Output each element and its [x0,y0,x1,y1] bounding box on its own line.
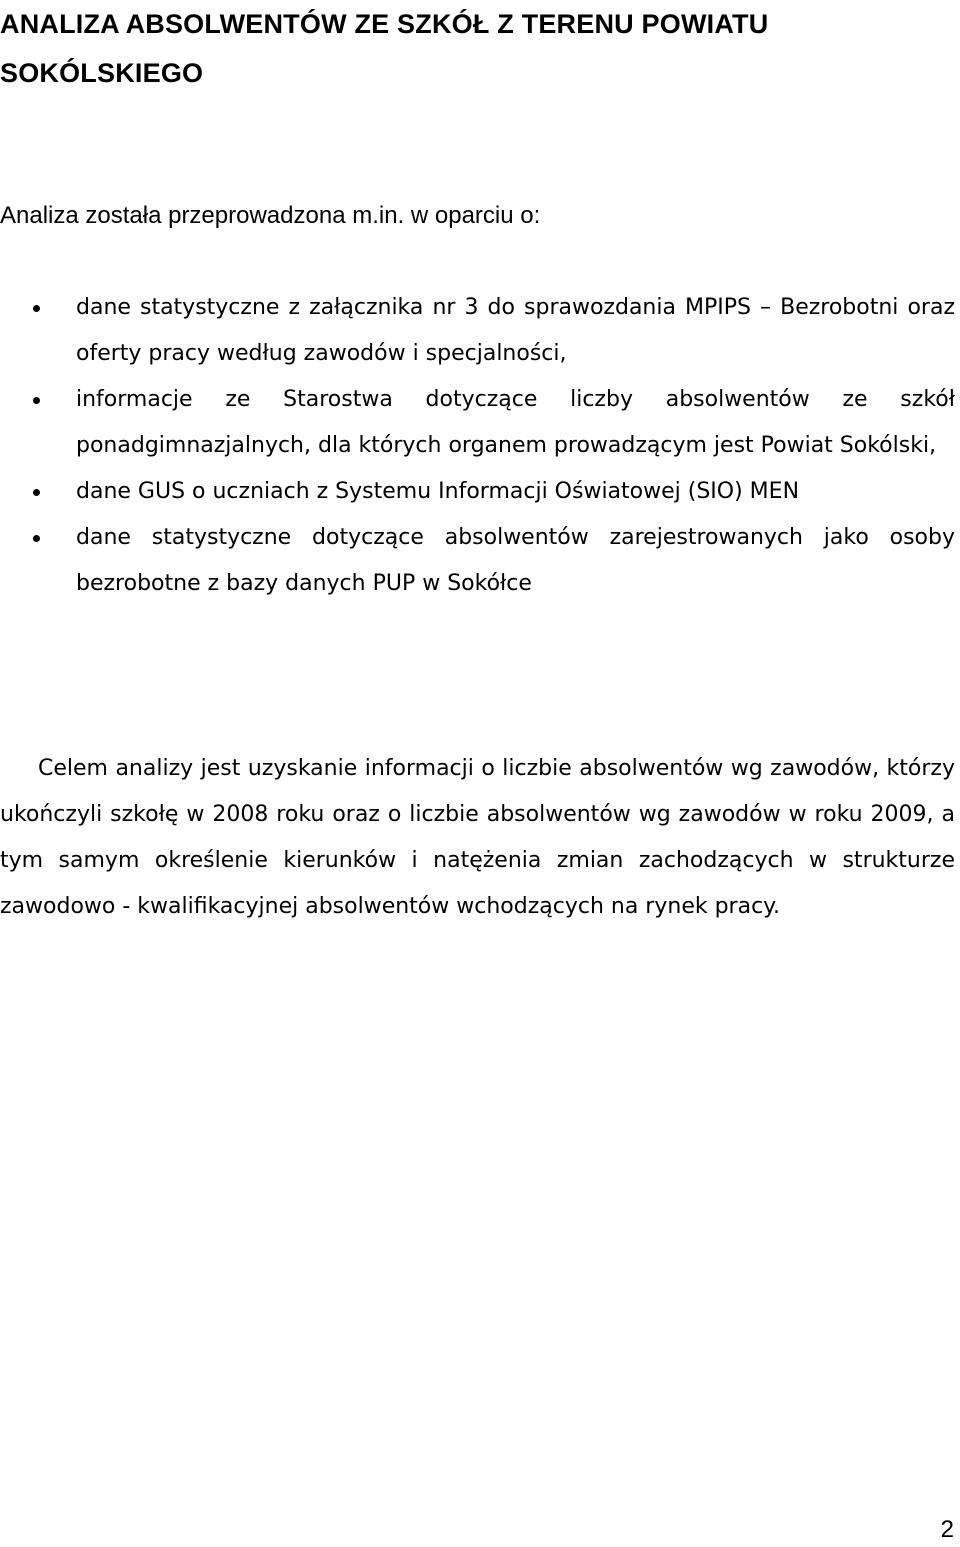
page-number: 2 [940,1516,954,1543]
list-item [0,515,955,607]
bullet-icon [33,489,40,496]
list-item [0,377,955,469]
list-item-text: dane GUS o uczniach z Systemu Informacji Oświatowej (SIO) MEN [76,479,800,504]
goal-paragraph: Celem analizy jest uzyskanie informacji o liczbie absolwentów wg zawodów, którzy ukończyli szkołę w 2008 roku oraz o liczbie absolwentów wg zawodów w roku 2009, a tym samym określenie kierunków i natężenia zmian zachodzących w strukturze zawodowo - kwalifikacyjnej absolwentów wchodzących na rynek pracy. [0,756,955,919]
list-item-text: dane statystyczne z załącznika nr 3 do sprawozdania MPIPS – Bezrobotni oraz oferty pracy według zawodów i specjalności, [76,295,955,366]
list-item-text: dane statystyczne dotyczące absolwentów zarejestrowanych jako osoby bezrobotne z bazy danych PUP w Sokółce [76,525,955,596]
list-item [0,469,955,515]
list-item [0,285,955,377]
intro-paragraph: Analiza została przeprowadzona m.in. w oparciu o: [0,202,541,229]
bullet-icon [33,397,40,404]
page-title: ANALIZA ABSOLWENTÓW ZE SZKÓŁ Z TERENU POWIATU SOKÓLSKIEGO [0,9,769,88]
bullet-icon [33,305,40,312]
bullet-icon [33,535,40,542]
source-list [0,285,955,607]
list-item-text: informacje ze Starostwa dotyczące liczby absolwentów ze szkół ponadgimnazjalnych, dla których organem prowadzącym jest Powiat Sokólski, [76,387,955,458]
